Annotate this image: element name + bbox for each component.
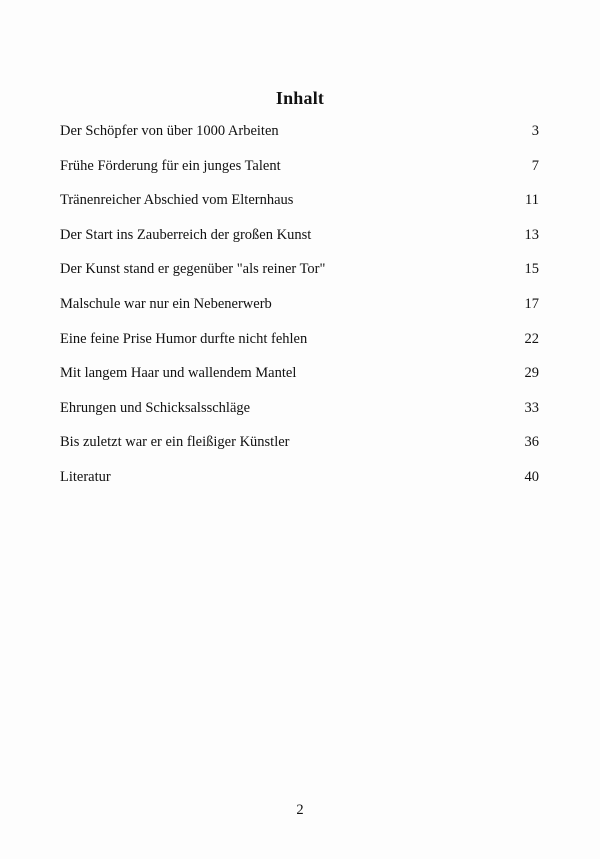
toc-entry-page: 22 (524, 330, 539, 347)
toc-entry (60, 329, 540, 364)
page-number: 2 (296, 802, 304, 818)
toc-entry (60, 398, 540, 433)
table-of-contents (60, 121, 540, 502)
toc-entry-title: Der Kunst stand er gegenüber "als reiner Tor" (60, 261, 326, 278)
toc-entry-title: Malschule war nur ein Nebenerwerb (60, 295, 272, 312)
toc-entry-page: 40 (524, 468, 539, 485)
toc-entry-title: Bis zuletzt war er ein fleißiger Künstler (60, 434, 290, 451)
toc-entry-page: 11 (525, 192, 539, 209)
toc-entry (60, 259, 540, 294)
toc-entry-title: Ehrungen und Schicksalsschläge (60, 399, 251, 416)
toc-entry-page: 15 (524, 261, 539, 278)
toc-entry (60, 467, 540, 502)
toc-entry-title: Frühe Förderung für ein junges Talent (60, 157, 281, 174)
toc-entry-title: Der Schöpfer von über 1000 Arbeiten (60, 123, 279, 139)
toc-entry-page: 3 (531, 123, 539, 139)
toc-entry (60, 363, 540, 398)
toc-entry (60, 294, 540, 329)
toc-entry-page: 29 (524, 365, 539, 382)
toc-heading: Inhalt (275, 88, 325, 108)
toc-entry (60, 432, 540, 467)
toc-entry-title: Literatur (60, 468, 111, 485)
toc-entry-title: Tränenreicher Abschied vom Elternhaus (60, 192, 294, 209)
toc-entry-page: 7 (531, 157, 539, 174)
toc-entry (60, 121, 540, 156)
toc-entry-page: 33 (524, 399, 539, 416)
toc-entry-title: Der Start ins Zauberreich der großen Kunst (60, 226, 312, 243)
toc-entry (60, 225, 540, 260)
toc-entry-page: 17 (524, 295, 539, 312)
toc-entry (60, 190, 540, 225)
toc-entry (60, 156, 540, 191)
toc-entry-page: 36 (524, 434, 539, 451)
toc-entry-title: Eine feine Prise Humor durfte nicht fehlen (60, 330, 308, 347)
toc-entry-page: 13 (524, 226, 539, 243)
toc-entry-title: Mit langem Haar und wallendem Mantel (60, 365, 297, 382)
